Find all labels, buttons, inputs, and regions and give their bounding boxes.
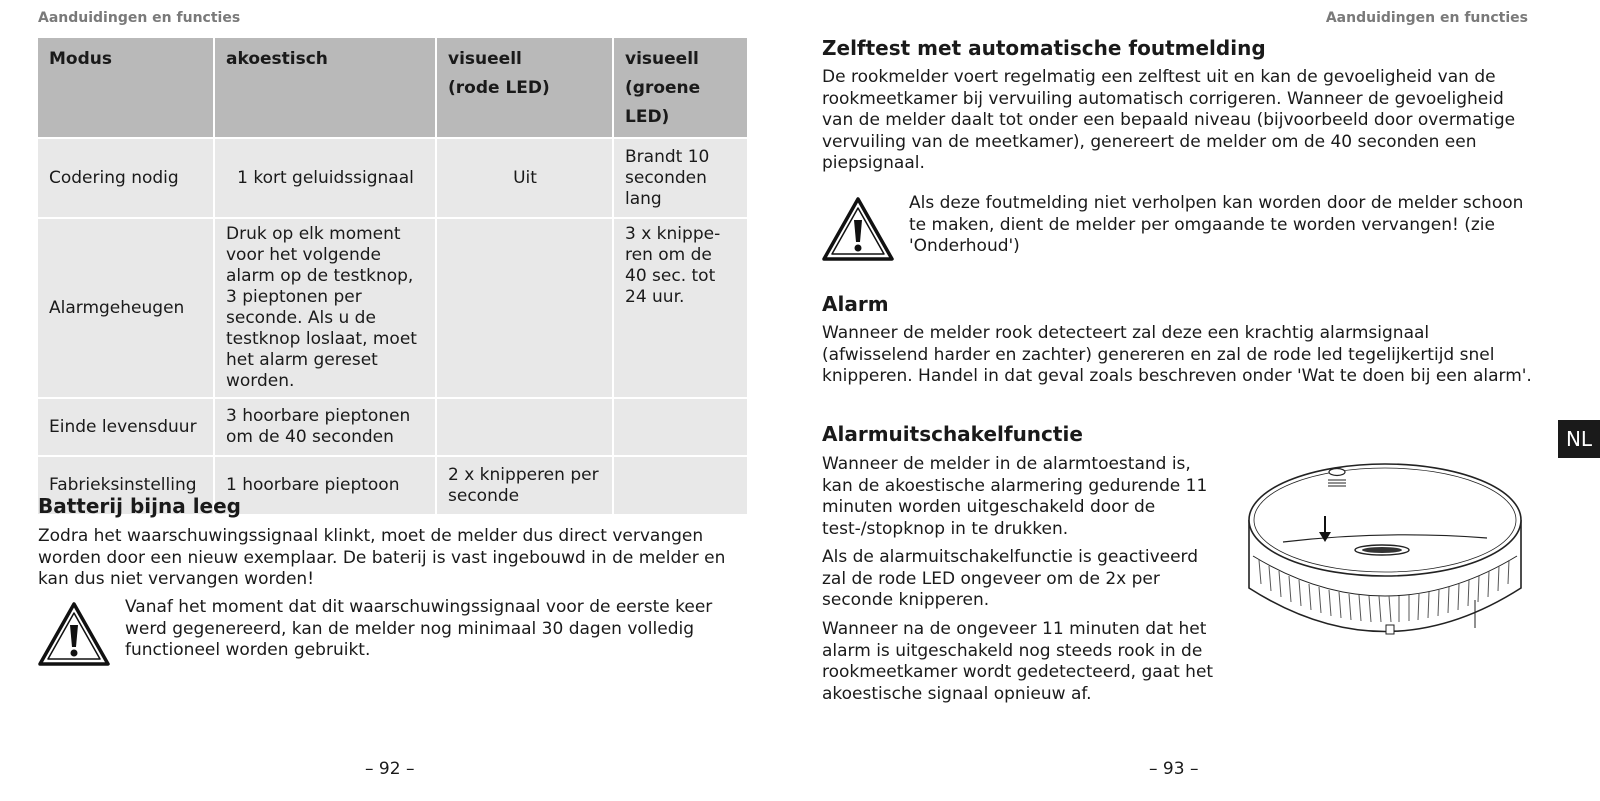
header-modus: Modus bbox=[38, 38, 214, 138]
table-cell: 3 x knippe-ren om de 40 sec. tot 24 uur. bbox=[613, 218, 747, 398]
table-cell: 3 hoorbare pieptonen om de 40 seconden bbox=[214, 398, 436, 456]
table-cell: Einde levensduur bbox=[38, 398, 214, 456]
table-cell: Brandt 10 seconden lang bbox=[613, 138, 747, 218]
mute-text-3: Wanneer na de ongeveer 11 minuten dat het alarm is uitgeschakeld nog steeds rook in de rookmeetkamer wordt gedetecteerd, gaat het akoestische signaal opnieuw af. bbox=[822, 619, 1214, 704]
smoke-detector-illustration bbox=[1243, 460, 1527, 650]
running-head: Aanduidingen en functies bbox=[1325, 10, 1528, 26]
table-cell bbox=[436, 218, 613, 398]
mute-text-2: Als de alarmuitschakelfunctie is geactiveerd zal de rode LED ongeveer om de 2x per seconde knipperen. bbox=[822, 547, 1199, 610]
page-number: – 93 – bbox=[1149, 759, 1199, 779]
alarm-text: Wanneer de melder rook detecteert zal deze een krachtig alarmsignaal (afwisselend harder en zachter) genereren en zal de rode led tegelijkertijd snel knipperen. Handel in dat geval zoals beschreven onder 'Wat te doen bij een alarm'. bbox=[822, 323, 1532, 386]
table-cell: Uit bbox=[436, 138, 613, 218]
page-number: – 92 – bbox=[365, 759, 415, 779]
warning-triangle-icon bbox=[37, 601, 111, 667]
table-header-row bbox=[38, 38, 747, 138]
alarm-heading: Alarm bbox=[822, 292, 889, 316]
table-row bbox=[38, 138, 747, 218]
selftest-text: De rookmelder voert regelmatig een zelftest uit en kan de gevoeligheid van de rookmeetkamer bij vervuiling automatisch corrigeren. Wanneer de gevoeligheid van de melder daalt tot onder een bepaald niveau (bijvoorbeeld door overmatige vervuiling van de meetkamer), genereert de melder om de 40 seconden een piepsignaal. bbox=[822, 67, 1516, 173]
table-cell bbox=[613, 456, 747, 514]
language-tab: NL bbox=[1558, 420, 1600, 458]
selftest-heading: Zelftest met automatische foutmelding bbox=[822, 36, 1266, 60]
battery-warning: Vanaf het moment dat dit waarschuwingssignaal voor de eerste keer werd gegenereerd, kan de melder nog minimaal 30 dagen volledig functioneel worden gebruikt. bbox=[125, 597, 713, 660]
table-cell: 1 kort geluidssignaal bbox=[214, 138, 436, 218]
header-visueel-groen: visueell (groene LED) bbox=[613, 38, 747, 138]
table-cell: Druk op elk moment voor het volgende alarm op de testknop, 3 pieptonen per seconde. Als u de testknop loslaat, moet het alarm gereset worden. bbox=[214, 218, 436, 398]
table-cell: Alarmgeheugen bbox=[38, 218, 214, 398]
header-visueel-rood: visueell (rode LED) bbox=[436, 38, 613, 138]
table-cell bbox=[436, 398, 613, 456]
right-page bbox=[800, 0, 1600, 801]
battery-heading: Batterij bijna leeg bbox=[38, 494, 241, 518]
running-head: Aanduidingen en functies bbox=[38, 10, 241, 26]
table-cell: 2 x knipperen per seconde bbox=[436, 456, 613, 514]
table-cell: Fabrieksinstelling bbox=[38, 456, 214, 514]
table-cell: Codering nodig bbox=[38, 138, 214, 218]
battery-text: Zodra het waarschuwingssignaal klinkt, moet de melder dus direct vervangen worden door een nieuw exemplaar. De baterij is vast ingebouwd in de melder en kan dus niet vervangen worden! bbox=[38, 526, 726, 589]
mute-text-1: Wanneer de melder in de alarmtoestand is, kan de akoestische alarmering gedurende 11 minuten worden uitgeschakeld door de test-/stopknop in te drukken. bbox=[822, 454, 1208, 539]
modes-table bbox=[38, 38, 747, 514]
warning-triangle-icon bbox=[821, 196, 895, 262]
header-akoestisch: akoestisch bbox=[214, 38, 436, 138]
table-cell: 1 hoorbare pieptoon bbox=[214, 456, 436, 514]
table-row bbox=[38, 398, 747, 456]
mute-heading: Alarmuitschakelfunctie bbox=[822, 422, 1083, 446]
table-row bbox=[38, 218, 747, 398]
selftest-warning: Als deze foutmelding niet verholpen kan worden door de melder schoon te maken, dient de melder per omgaande te worden vervangen! (zie 'Onderhoud') bbox=[909, 193, 1524, 256]
table-cell bbox=[613, 398, 747, 456]
